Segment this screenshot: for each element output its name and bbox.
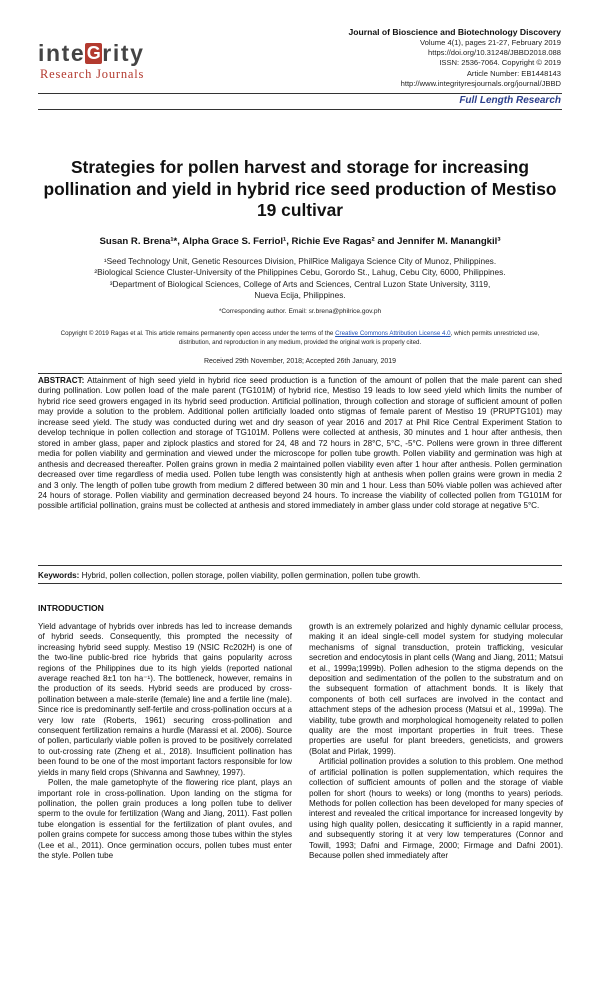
body-column-right [309,622,563,861]
copyright-text-end: , which permits unrestricted use, distribution, and reproduction in any medium, provided the original work is properly cited. [178,330,540,346]
affiliation-3-cont: Nueva Ecija, Philippines. [254,290,346,301]
license-link[interactable]: Creative Commons Attribution License 4.0 [335,330,451,337]
journal-info [348,27,561,89]
copyright-text: Copyright © 2019 Ragas et al. This article remains permanently open access under the terms of the [60,330,336,337]
journal-volume: Volume 4(1), pages 21-27, February 2019 [420,38,561,47]
abstract-text: Attainment of high seed yield in hybrid rice seed production is a function of the amount of pollen that the male parent can shed during pollination. Low pollen load of the male parent (TG101M) of hybrid rice, Mestiso 19 leads to low seed yield which limits the number of hybrid rice seed growers engaged in its hybrid seed production. Artificial pollination, through collection and storage of sufficient amount of pollen may provide a solution to the problem. Additional pollen artificially loaded onto stigmas of female parent of Mestiso 19 (PRUPTG101) may increase seed yield. The study was conducted during wet and dry season of year 2016 and 2017 at Phil Rice Central Experiment Station to develop technique in pollen collection and storage of TG101M. Pollens were collected at anthesis, 30 minutes and 1 hour after anthesis, then stored in amber glass, paper and ziplock plastics and stored for 24, 48 and 72 hours in 28°C, 5°C, -5°C. Pollens were grown in three different media for pollen viability and germination and viewed under the microscope for pollen tube growth. Pollen viability and germination was high at anthesis and decreased thereafter. Pollen grains grown in media 2 maintained pollen viability even after 1 hour after anthesis. Pollen germination decreased over time regardless of media used. Pollen tube length was consistently high at anthesis when pollen grains were grown in media 2 and 3 only. The length of pollen tube growth from medium 2 differed between 30 min and 1 hour. Less than 50% viable pollen was achieved after 24 hours of storage. Pollen viability and germination decreased beyond 24 hours. To increase the viability of collected pollen from TG101M for possible artificial pollination, grains must be collected at anthesis and stored immediately in amber glass under cold storage at negative 5°C. [38,376,562,511]
affiliation-1: ¹Seed Technology Unit, Genetic Resources Division, PhilRice Maligaya Science City of Munoz, Philippines. [103,256,497,266]
abstract [38,376,562,512]
paragraph: Yield advantage of hybrids over inbreds has led to increase demands of hybrid seeds. Consequently, this prompted the necessity of increasing hybrid seed supply. Mestiso 19 (NSIC Rc202H) is one of the two-line public-bred rice hybrids that gains popularity across regions of the Philippines due to its high yields (reported national average reached 8±1 ton ha⁻¹). The bottleneck, however, remains in the production of its seeds. Hybrid seeds are produced by cross-pollination between a male-sterile (female) line and a fertile line (male). Since rice is predominantly self-fertile and cross-pollination occurs at a very low rate (Roberts, 1961) securing cross-pollination and consequent fertilization remains a hurdle (Marassi et al. 2006). Source of pollen, particularly viable pollen is proved to be positively correlated to out-crossing rate (Zheng et al., 2018). Insufficient pollination has been found to be one of the most important factors responsible for low yields in many field crops (Shivanna and Sawhney, 1997). [38,622,292,777]
logo-g-box: G [86,43,101,63]
copyright-notice [46,330,554,348]
affiliation-2: ²Biological Science Cluster-University of the Philippines Cebu, Gorordo St., Lahug, Cebu City, 6000, Philippines. [94,267,506,278]
journal-url[interactable]: http://www.integrityresjournals.org/journal/JBBD [400,78,561,88]
abstract-rule-bottom [38,565,562,566]
journal-issn: ISSN: 2536-7064. Copyright © 2019 [439,58,561,68]
logo-suffix: rity [102,40,145,66]
keywords-text: Hybrid, pollen collection, pollen storage, pollen viability, pollen germination, pollen tube growth. [81,571,421,580]
integrity-logo[interactable] [38,40,208,84]
journal-doi[interactable]: https://doi.org/10.31248/JBBD2018.088 [428,48,561,58]
logo-wordmark [38,40,145,66]
body-column-left [38,622,292,861]
keywords-label: Keywords: [38,571,80,580]
affiliation-3: ³Department of Biological Sciences, College of Arts and Sciences, Central Luzon State University, 3119, [109,278,491,289]
received-accepted-dates: Received 29th November, 2018; Accepted 26th January, 2019 [203,358,397,365]
corresponding-author: *Corresponding author. Email: sr.brena@philrice.gov.ph [218,308,382,315]
affiliations [38,256,562,302]
logo-prefix: inte [38,40,86,66]
keywords-rule [38,583,562,584]
article-type: Full Length Research [459,95,561,106]
keywords [38,571,562,580]
abstract-rule-top [38,373,562,374]
header-rule-top [38,93,562,94]
journal-name: Journal of Bioscience and Biotechnology Discovery [348,27,561,37]
paragraph: Pollen, the male gametophyte of the flowering rice plant, plays an important role in cross-pollination. Upon landing on the stigma for pollination, the pollen grain produces a long pollen tube to deliver sperm to the ovule for fertilization (Wang and Jiang, 2011). Fast pollen tube elongation is essential for the fertilization of plant ovules, and pollen grains compete for success among those tubes within the styles (Lee et al., 2011). Once germination occurs, pollen tubes must enter the style. Pollen tube [38,778,292,860]
article-number: Article Number: EB1448143 [466,68,561,78]
paragraph: Artificial pollination provides a solution to this problem. One method of artificial pollination is pollen supplementation, which requires the collection of sufficient amounts of pollen and the storage of viable pollen for short (hours to weeks) or long (months to years) periods. Methods for pollen collection has been developed for many species of interest and revealed the critical importance for increased longevity by using high quality pollen, desiccating it sufficiently in a rapid manner, and subsequently storing it at very low temperatures (Connor and Towill, 1993; Dafni and Firmage, 2000; Firmage and Dafni 2001). Because pollen shed immediately after [309,757,563,860]
author-list: Susan R. Brena¹*, Alpha Grace S. Ferriol¹, Richie Eve Ragas² and Jennifer M. Manangkil³ [99,236,501,247]
abstract-label: ABSTRACT: [38,376,85,385]
header-rule-bottom [38,109,562,110]
article-title: Strategies for pollen harvest and storage for increasing pollination and yield in hybrid rice seed production of Mestiso 19 cultivar [43,157,557,220]
paragraph: growth is an extremely polarized and highly dynamic cellular process, making it an ideal single-cell model system for studying molecular mechanisms of signal transduction, protein trafficking, vesicular secretion and endocytosis in plant cells (Wang and Jiang, 2011; Matsui et al., 1999a;1999b). Pollen adhesion to the stigma depends on the deposition and sedimentation of the pollen to the substratum and on the subsequent formation of attachment bonds. It is likely that components of both cell surfaces are involved in the contact and attachment steps of the adhesion process (Matsui et al., 1999a). The viability, tube growth and morphological homogeneity related to pollen quality are the most important properties in fruit trees. These properties are useful for plant breeders, geneticists, and growers (Bolat and Pirlak, 1999). [309,622,563,756]
logo-subtitle: Research Journals [40,67,145,81]
section-heading-introduction: INTRODUCTION [38,603,104,613]
